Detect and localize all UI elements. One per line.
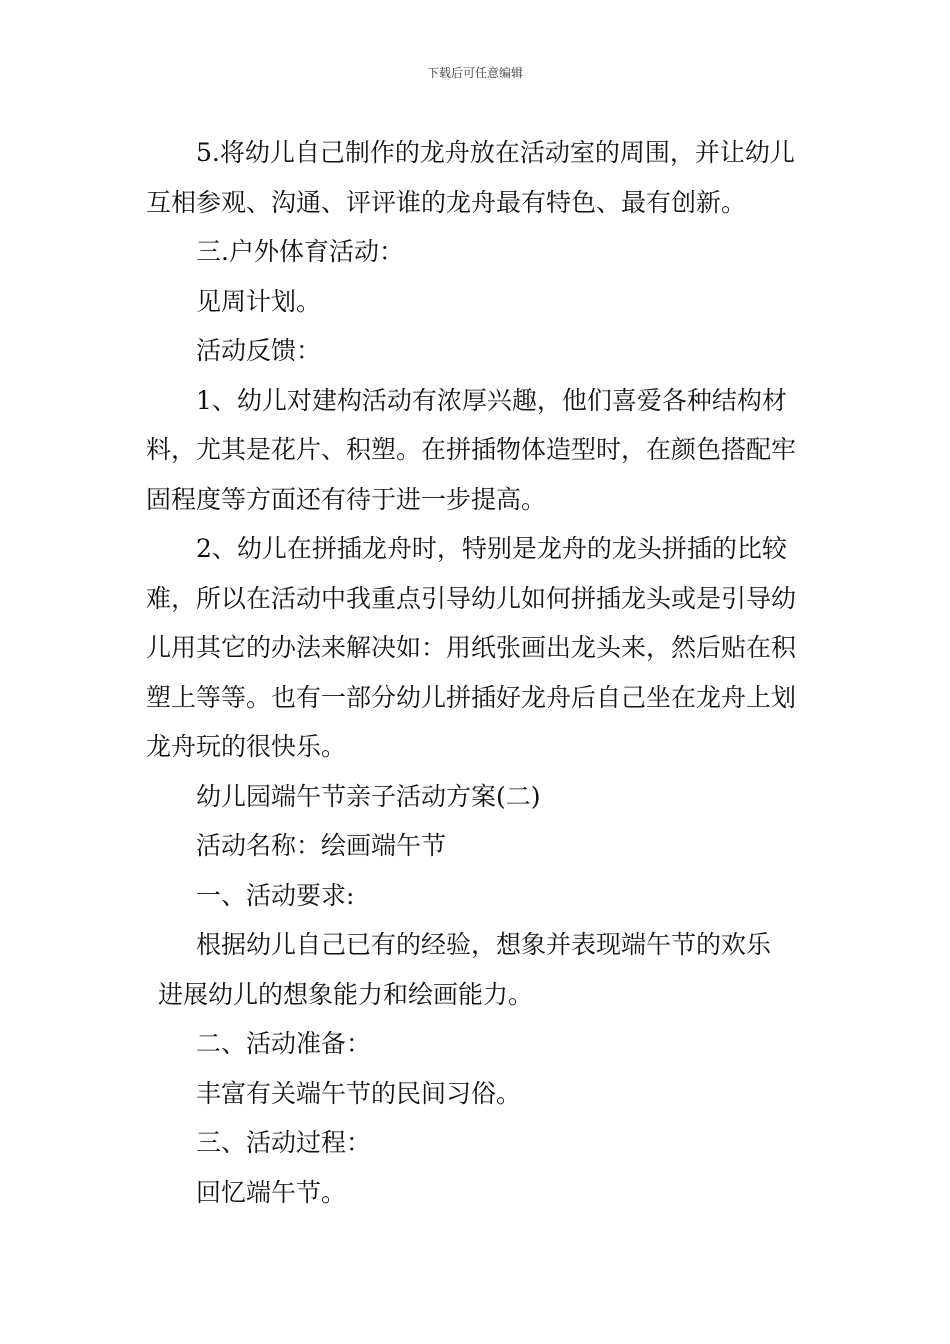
paragraph: 根据幼儿自己已有的经验，想象并表现端午节的欢乐 <box>196 930 772 959</box>
page-header: 下载后可任意编辑 <box>426 66 523 80</box>
paragraph: 回忆端午节。 <box>196 1177 347 1207</box>
section-heading: 活动反馈： <box>196 336 322 365</box>
paragraph: 进展幼儿的想象能力和绘画能力。 <box>158 979 534 1009</box>
paragraph: 活动名称：绘画端午节 <box>196 831 447 860</box>
document-subtitle: 幼儿园端午节亲子活动方案(二) <box>196 781 541 811</box>
paragraph: 1、幼儿对建构活动有浓厚兴趣，他们喜爱各种结构材料，尤其是花片、积塑。在拼插物体造型时，在颜色搭配牢固程度等方面还有待于进一步提高。 <box>146 385 797 514</box>
paragraph: 2、幼儿在拼插龙舟时，特别是龙舟的龙头拼插的比较难，所以在活动中我重点引导幼儿如何拼插龙头或是引导幼儿用其它的办法来解决如：用纸张画出龙头来，然后贴在积塑上等等。也有一部分幼儿拼插好龙舟后自己坐在龙舟上划龙舟玩的很快乐。 <box>146 534 797 761</box>
section-heading: 三、活动过程： <box>196 1128 372 1157</box>
paragraph: 5.将幼儿自己制作的龙舟放在活动室的周围，并让幼儿互相参观、沟通、评评谁的龙舟最有特色、最有创新。 <box>146 138 795 217</box>
section-heading: 三.户外体育活动： <box>196 237 404 266</box>
document-body <box>146 128 808 1217</box>
section-heading: 二、活动准备： <box>196 1029 372 1058</box>
paragraph: 丰富有关端午节的民间习俗。 <box>196 1078 522 1108</box>
paragraph: 见周计划。 <box>196 286 322 316</box>
section-heading: 一、活动要求: <box>196 880 355 910</box>
